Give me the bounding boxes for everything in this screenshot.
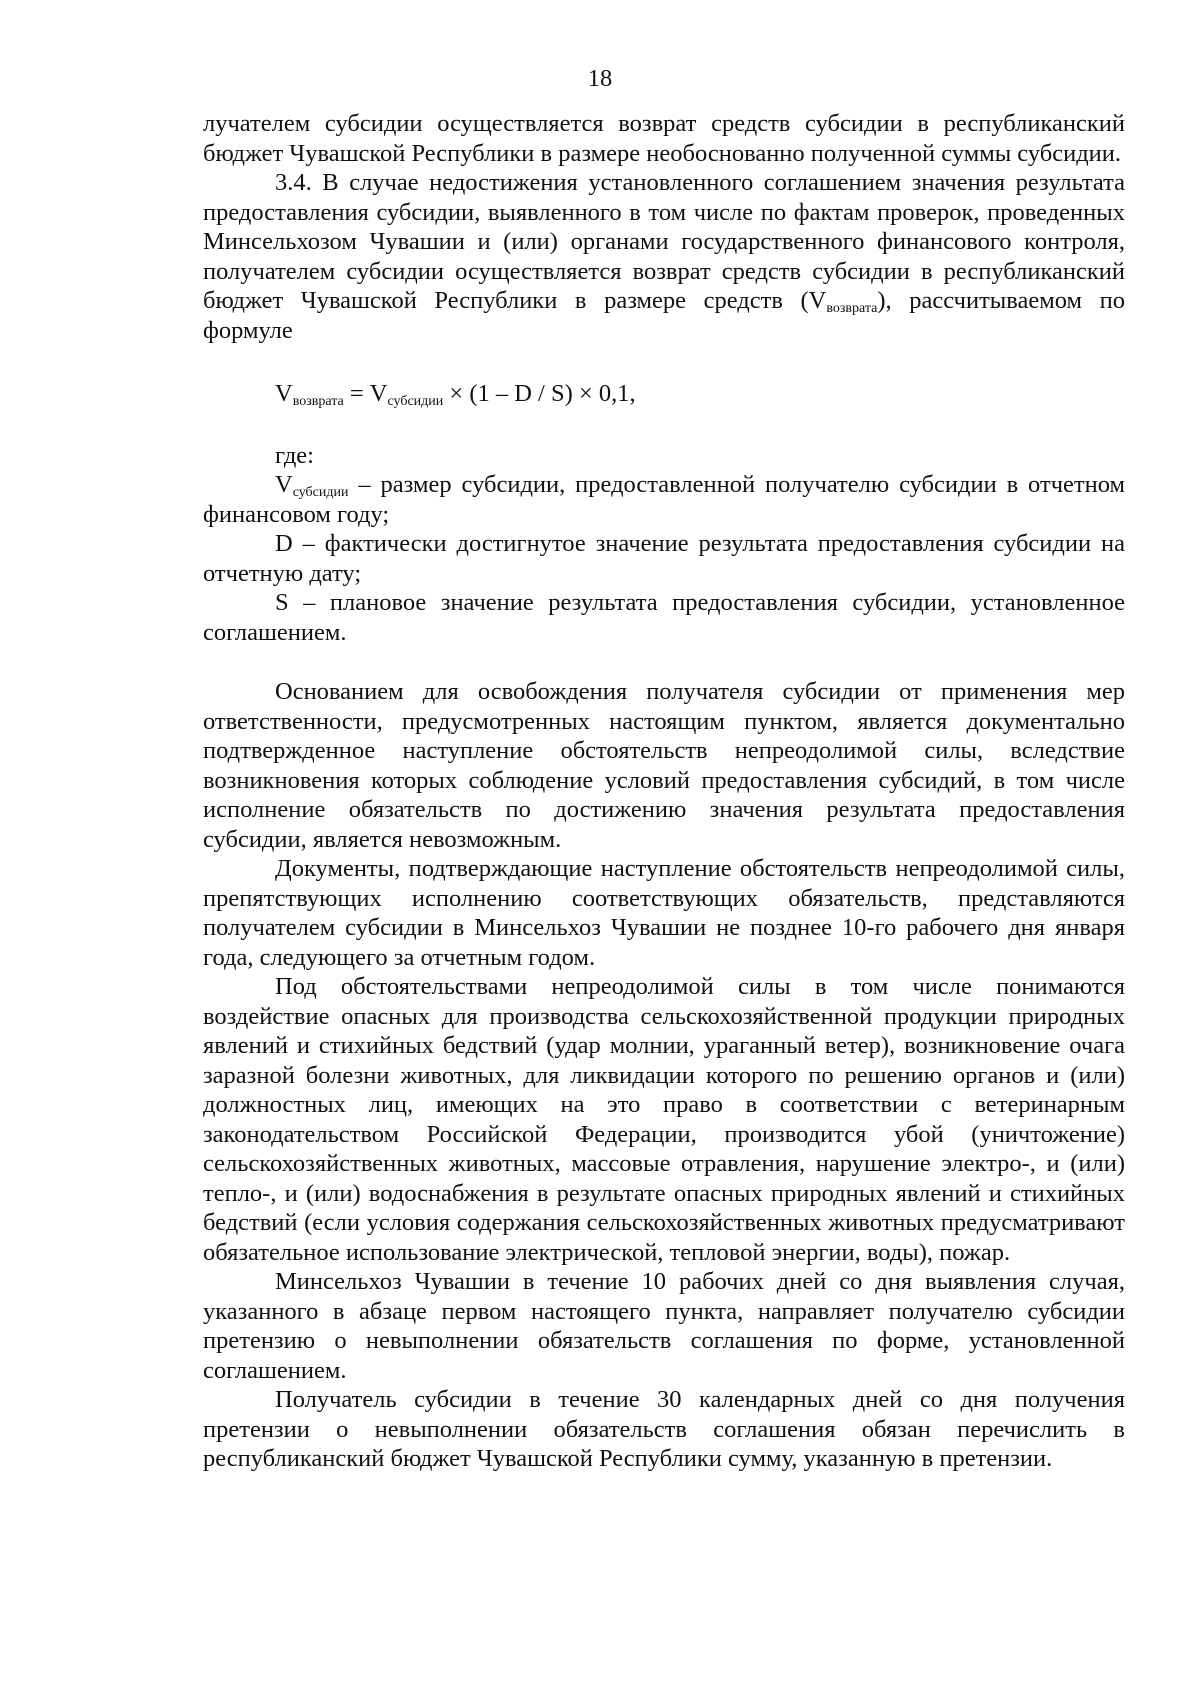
page-number: 18 [587,65,613,92]
formula-v1: V [275,380,293,407]
paragraph-3-4-text: 3.4. В случае недостижения установленного соглашением значения результата предоставления субсидии, выявленного в том числе по фактам проверок, проведенных Минсельхозом Чувашии и (или) органами государственного финансового контроля, получателем субсидии осуществляется возврат средств субсидии в республиканский бюджет Чувашской Республики в размере средств (V [203,169,1125,314]
spacer [203,647,1125,677]
definition-symbol: D [275,530,293,557]
definition-subscript: субсидии [292,485,349,500]
where-label: где: [275,441,314,469]
paragraph-force-majeure-definition: Под обстоятельствами непреодолимой силы в том числе понимаются воздействие опасных для производства сельскохозяйственной продукции природных явлений и стихийных бедствий (удар молнии, ураганный ветер), возникновение очага заразной болезни животных, для ликвидации которого по решению органов и (или) должностных лиц, имеющих на это право в соответствии с ветеринарным законодательством Российской Федерации, производится убой (уничтожение) сельскохозяйственных животных, массовые отравления, нарушение электро-, и (или) тепло-, и (или) водоснабжения в результате опасных природных явлений и стихийных бедствий (если условия содержания сельскохозяйственных животных предусматривают обязательное использование электрической, тепловой энергии, воды), пожар. [203,973,1125,1266]
definition-text: – плановое значение результата предоставления субсидии, установленное соглашением. [203,589,1125,646]
paragraph-continuation: лучателем субсидии осуществляется возврат средств субсидии в республиканский бюджет Чувашской Республики в размере необоснованно полученной суммы субсидии. [203,110,1125,167]
formula-rest: × (1 – D / S) × 0,1, [443,380,636,407]
document-body [203,109,1125,1474]
formula-eq: = V [343,380,388,407]
paragraph-force-majeure-basis: Основанием для освобождения получателя субсидии от применения мер ответственности, предусмотренных настоящим пунктом, является документально подтвержденное наступление обстоятельств непреодолимой силы, вследствие возникновения которых соблюдение условий предоставления субсидий, в том числе исполнение обязательств по достижению значения результата предоставления субсидии, является невозможным. [203,678,1125,853]
paragraph-documents: Документы, подтверждающие наступление обстоятельств непреодолимой силы, препятствующих исполнению соответствующих обязательств, представляются получателем субсидии в Минсельхоз Чувашии не позднее 10-го рабочего дня января года, следующего за отчетным годом. [203,855,1125,971]
definition-s [203,588,1125,647]
formula-sub2: субсидии [387,394,444,409]
paragraph-claim-notice: Минсельхоз Чувашии в течение 10 рабочих дней со дня выявления случая, указанного в абзаце первом настоящего пункта, направляет получателю субсидии претензию о невыполнении обязательств соглашения по форме, установленной соглашением. [203,1268,1125,1384]
paragraph-3-4 [203,168,1125,345]
definition-d [203,529,1125,588]
definition-v-subsidii [203,470,1125,529]
definition-text: – фактически достигнутое значение результата предоставления субсидии на отчетную дату; [203,530,1125,587]
subscript-vozvrata: возврата [826,301,878,316]
formula [275,379,1125,409]
definition-symbol: S [275,589,289,616]
paragraph-3-4-tail: ), рассчитываемом по формуле [203,287,1125,344]
formula-sub1: возврата [292,394,344,409]
paragraph-repayment: Получатель субсидии в течение 30 календарных дней со дня получения претензии о невыполнении обязательств соглашения обязан перечислить в республиканский бюджет Чувашской Республики сумму, указанную в претензии. [203,1386,1125,1472]
definition-symbol: V [275,471,293,498]
definition-text: – размер субсидии, предоставленной получателю субсидии в отчетном финансовом году; [203,471,1125,528]
